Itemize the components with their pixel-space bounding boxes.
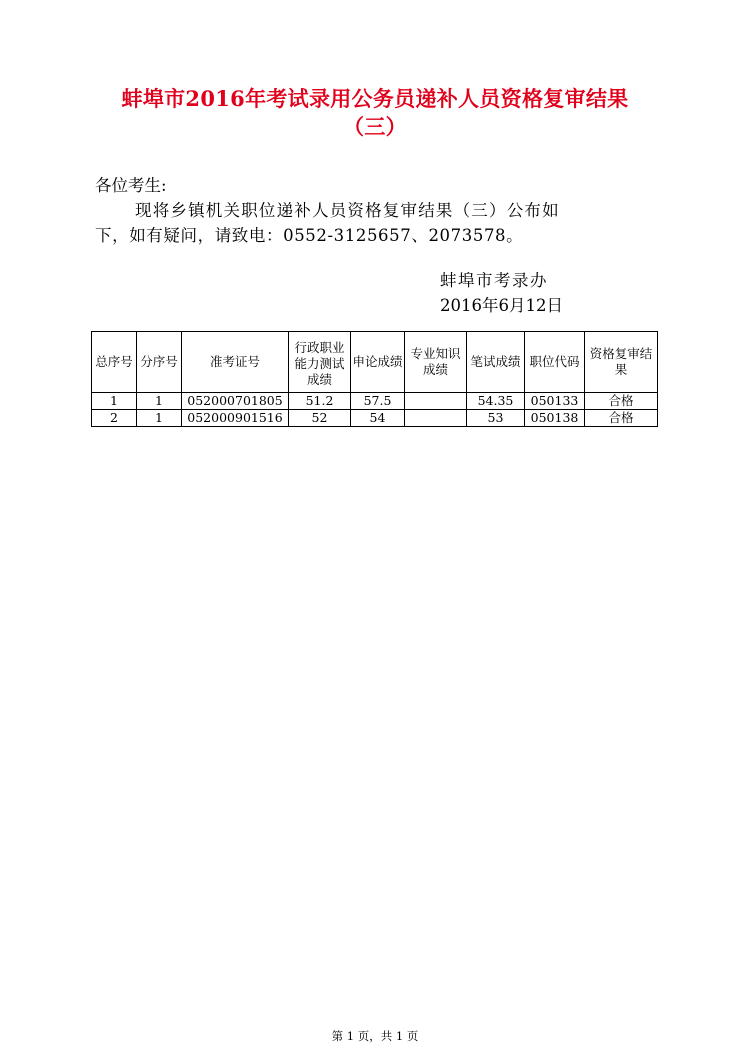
notice-body-line-2: 下，如有疑问，请致电：0552-3125657、2073578。 [95, 226, 524, 245]
cell-position-code: 050133 [525, 393, 585, 410]
results-table [91, 331, 658, 427]
header-position-code: 职位代码 [525, 332, 585, 393]
header-review-result: 资格复审结果 [585, 332, 658, 393]
header-sub-seq: 分序号 [137, 332, 182, 393]
cell-sub-seq: 1 [137, 410, 182, 427]
cell-professional-score [405, 393, 467, 410]
header-professional-score: 专业知识成绩 [405, 332, 467, 393]
cell-position-code: 050138 [525, 410, 585, 427]
cell-admission-number: 052000901516 [182, 410, 289, 427]
cell-review-result: 合格 [585, 393, 658, 410]
issue-date: 2016年6月12日 [440, 296, 563, 315]
notice-body-line-1: 现将乡镇机关职位递补人员资格复审结果（三）公布如 [135, 201, 560, 220]
table-header-row [92, 332, 658, 393]
cell-review-result: 合格 [585, 410, 658, 427]
header-essay-score: 申论成绩 [351, 332, 405, 393]
cell-aptitude-score: 51.2 [289, 393, 351, 410]
header-aptitude-score: 行政职业能力测试成绩 [289, 332, 351, 393]
cell-admission-number: 052000701805 [182, 393, 289, 410]
cell-total-seq: 2 [92, 410, 137, 427]
cell-total-seq: 1 [92, 393, 137, 410]
header-written-score: 笔试成绩 [467, 332, 525, 393]
issuer-name: 蚌埠市考录办 [440, 271, 548, 290]
document-title: 蚌埠市2016年考试录用公务员递补人员资格复审结果 [121, 86, 629, 111]
header-admission-number: 准考证号 [182, 332, 289, 393]
document-title-suffix: （三） [343, 114, 407, 139]
cell-essay-score: 57.5 [351, 393, 405, 410]
header-total-seq: 总序号 [92, 332, 137, 393]
cell-professional-score [405, 410, 467, 427]
cell-written-score: 54.35 [467, 393, 525, 410]
cell-sub-seq: 1 [137, 393, 182, 410]
table-row [92, 393, 658, 410]
table-row [92, 410, 658, 427]
cell-essay-score: 54 [351, 410, 405, 427]
cell-written-score: 53 [467, 410, 525, 427]
salutation: 各位考生: [95, 176, 167, 195]
cell-aptitude-score: 52 [289, 410, 351, 427]
page-footer: 第 1 页，共 1 页 [331, 1029, 419, 1043]
